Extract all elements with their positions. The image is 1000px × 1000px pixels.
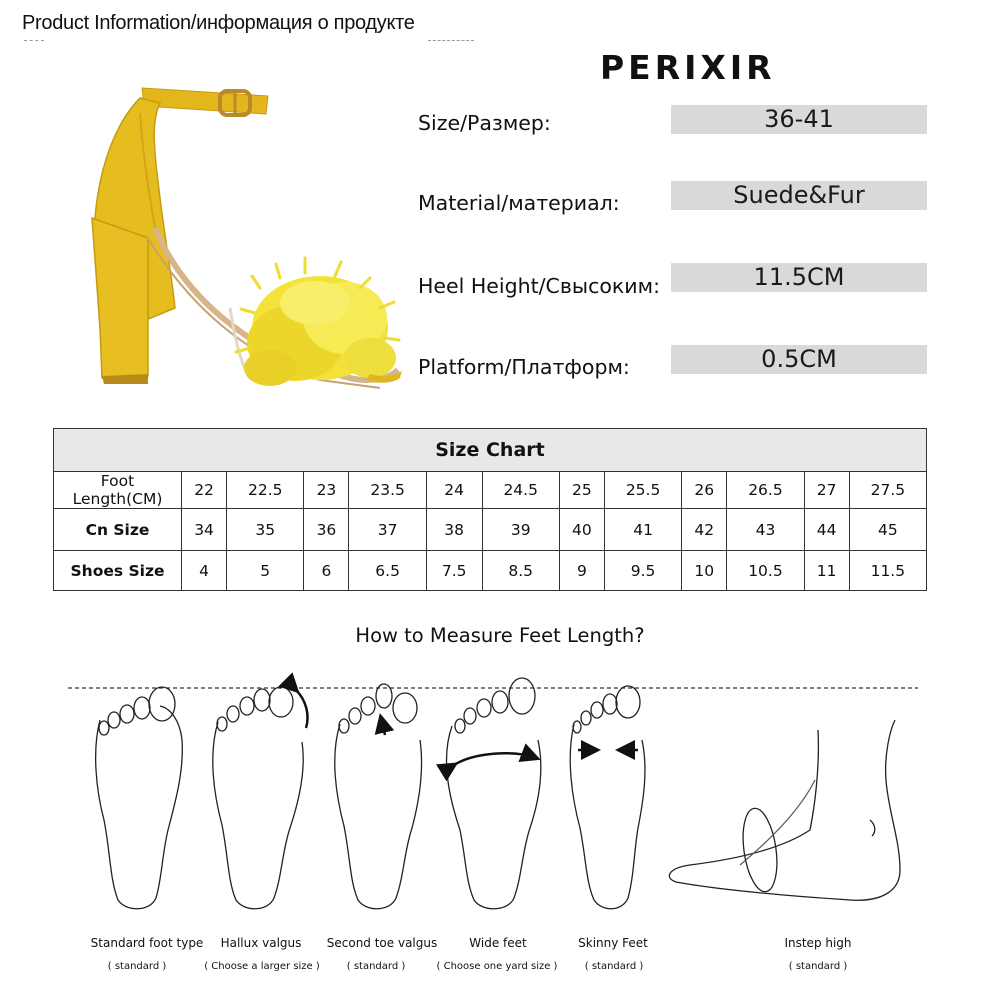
table-cell: 26 (682, 472, 727, 509)
table-row (54, 472, 927, 509)
spec-size-value: 36-41 (671, 105, 927, 134)
foot-note-standard: ( standard ) (107, 961, 167, 972)
table-cell: 36 (304, 509, 349, 551)
table-cell: 35 (227, 509, 304, 551)
foot-caption-second-toe: Second toe valgus (326, 936, 438, 950)
table-cell: 9 (559, 551, 604, 591)
table-cell: 11.5 (849, 551, 926, 591)
table-cell: 23.5 (349, 472, 426, 509)
feet-illustrations (0, 660, 1000, 930)
foot-caption-hallux-valgus: Hallux valgus (220, 936, 302, 950)
table-cell: 39 (482, 509, 559, 551)
fur-strap (236, 258, 399, 386)
table-cell: 9.5 (604, 551, 681, 591)
table-cell: 24.5 (482, 472, 559, 509)
foot-caption-skinny: Skinny Feet (578, 936, 648, 950)
header-divider-right (428, 40, 474, 41)
spec-heel-height-value: 11.5CM (671, 263, 927, 292)
table-row (54, 551, 927, 591)
spec-material-label: Material/материал: (418, 191, 620, 215)
row-label-shoes-size: Shoes Size (54, 551, 182, 591)
table-cell: 6 (304, 551, 349, 591)
table-cell: 11 (804, 551, 849, 591)
table-cell: 4 (182, 551, 227, 591)
table-cell: 34 (182, 509, 227, 551)
foot-caption-standard: Standard foot type (90, 936, 204, 950)
product-image (80, 78, 410, 408)
second-toe-arrow-icon (381, 718, 385, 735)
row-label-foot-length: Foot Length(CM) (54, 472, 182, 509)
spec-material-value: Suede&Fur (671, 181, 927, 210)
row-label-cn-size: Cn Size (54, 509, 182, 551)
table-cell: 42 (682, 509, 727, 551)
table-cell: 10 (682, 551, 727, 591)
table-cell: 22 (182, 472, 227, 509)
foot-wide (447, 678, 541, 909)
table-cell: 45 (849, 509, 926, 551)
foot-caption-wide: Wide feet (469, 936, 527, 950)
table-cell: 8.5 (482, 551, 559, 591)
block-heel (92, 218, 148, 381)
table-cell: 23 (304, 472, 349, 509)
size-chart-table (53, 428, 927, 591)
spec-size-label: Size/Размер: (418, 111, 551, 135)
table-cell: 27 (804, 472, 849, 509)
table-cell: 40 (559, 509, 604, 551)
table-cell: 27.5 (849, 472, 926, 509)
table-cell: 43 (727, 509, 804, 551)
table-cell: 24 (426, 472, 482, 509)
size-chart-title: Size Chart (54, 429, 927, 472)
table-cell: 10.5 (727, 551, 804, 591)
hallux-arrow-icon (296, 690, 308, 728)
foot-caption-instep-high: Instep high (784, 936, 852, 950)
table-cell: 38 (426, 509, 482, 551)
foot-second-toe-valgus (335, 684, 422, 909)
page-title: Product Information/информация о продукте (22, 12, 415, 34)
table-cell: 6.5 (349, 551, 426, 591)
spec-platform-label: Platform/Платформ: (418, 355, 630, 379)
table-cell: 5 (227, 551, 304, 591)
foot-hallux-valgus (213, 687, 308, 909)
foot-note-second-toe: ( standard ) (346, 961, 406, 972)
foot-note-skinny: ( standard ) (584, 961, 644, 972)
table-cell: 7.5 (426, 551, 482, 591)
foot-note-instep-high: ( standard ) (788, 961, 848, 972)
spec-heel-height-label: Heel Height/Свысоким: (418, 274, 660, 298)
table-cell: 37 (349, 509, 426, 551)
table-cell: 25 (559, 472, 604, 509)
foot-instep-high (669, 720, 900, 900)
table-cell: 25.5 (604, 472, 681, 509)
foot-note-hallux-valgus: ( Choose a larger size ) (204, 961, 320, 972)
table-cell: 26.5 (727, 472, 804, 509)
measure-title: How to Measure Feet Length? (355, 624, 645, 647)
foot-skinny (570, 686, 645, 909)
table-row (54, 509, 927, 551)
foot-standard (96, 687, 183, 909)
table-cell: 41 (604, 509, 681, 551)
table-cell: 22.5 (227, 472, 304, 509)
foot-note-wide: ( Choose one yard size ) (436, 961, 558, 972)
table-cell: 44 (804, 509, 849, 551)
wide-arrow-icon (454, 753, 536, 765)
header-divider-left (24, 40, 44, 41)
brand-logo: PERIXIR (600, 48, 776, 87)
spec-platform-value: 0.5CM (671, 345, 927, 374)
